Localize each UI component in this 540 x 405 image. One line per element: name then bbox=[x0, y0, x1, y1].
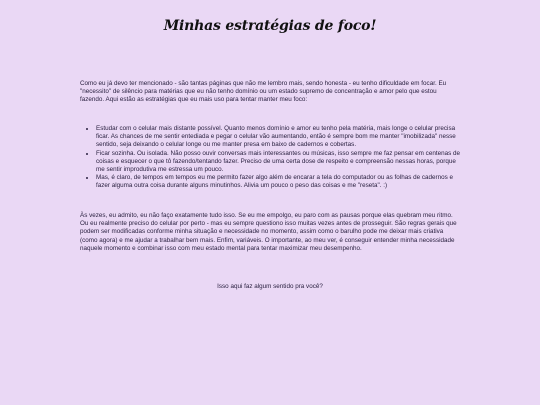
closing-paragraph: Às vezes, eu admito, eu não faço exatamente tudo isso. Se eu me empolgo, eu paro com as pausas porque elas quebram meu ritmo. Ou eu realmente preciso do celular por perto - mas eu sempre questiono isso muitas vezes antes de prosseguir. São regras gerais que podem ser modificadas conforme minha situação e necessidade no momento, assim como o barulho pode me deixar mais criativa (como agora) e me ajudar a trabalhar bem mais. Enfim, variáveis. O importante, ao meu ver, é conseguir entender minha necessidade naquele momento e combinar isso com meu estado mental para tentar maximizar meu desempenho. bbox=[80, 212, 457, 252]
list-item: • Mas, é claro, de tempos em tempos eu me permito fazer algo além de encarar a tela do computador ou as folhas de cadernos e fazer alguma outra coisa durante alguns minutinhos. Alivia um pouco o peso das coisas e me "reseta". :) bbox=[96, 174, 460, 190]
strategies-list bbox=[80, 125, 460, 191]
intro-paragraph: Como eu já devo ter mencionado - são tantas páginas que não me lembro mais, sendo honesta - eu tenho dificuldade em focar. Eu "necessito" de silêncio para matérias que eu não tenho domínio ou um estado supremo de concentração e amor pelo que estou fazendo. Aqui estão as estratégias que eu mais uso para tentar manter meu foco: bbox=[80, 80, 447, 104]
closing-question: Isso aqui faz algum sentido pra você? bbox=[217, 283, 323, 290]
list-item: • Estudar com o celular mais distante possível. Quanto menos domínio e amor eu tenho pela matéria, mais longe o celular precisa ficar. As chances de me sentir entediada e pegar o celular vão aumentando, então é sempre bom me manter "imobilizada" nesse sentido, seja deixando o celular longe ou me manter presa em baixo de cadernos e cobertas. bbox=[96, 125, 460, 150]
list-item: • Ficar sozinha. Ou isolada. Não posso ouvir conversas mais interessantes ou músicas, isso sempre me faz pensar em centenas de coisas e esquecer o que tô fazendo/tentando fazer. Preciso de uma certa dose de respeito e compreensão nessas horas, porque me sentir improdutiva me estressa um pouco. bbox=[96, 150, 460, 175]
page-title: Minhas estratégias de foco! bbox=[163, 18, 377, 35]
